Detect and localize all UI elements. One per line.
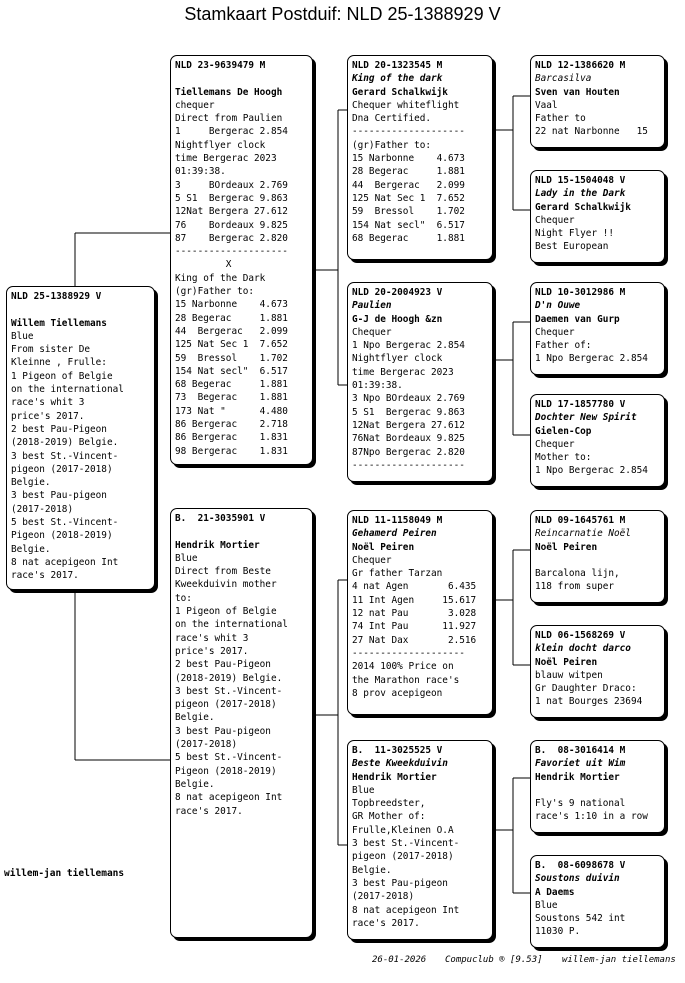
pigeon-info-line: 5 S1 Bergerac 9.863: [352, 406, 465, 418]
pigeon-info-line: Blue: [11, 330, 34, 342]
ggp-ffm-card[interactable]: [530, 170, 665, 263]
pigeon-info-line: Barcalona lijn,: [535, 568, 620, 580]
pigeon-name: Lady in the Dark: [535, 188, 626, 200]
pigeon-info-line: 76 Bordeaux 9.825: [175, 219, 288, 231]
pigeon-info-line: 28 Begerac 1.881: [352, 166, 465, 178]
ggp-fmm-card[interactable]: [530, 394, 665, 487]
pigeon-info-line: --------------------: [175, 246, 288, 258]
pigeon-info-line: 8 prov acepigeon: [352, 687, 443, 699]
pigeon-info-line: --------------------: [352, 459, 465, 471]
pigeon-info-line: Chequer: [535, 438, 575, 450]
ggp-mfm-card[interactable]: [530, 625, 665, 718]
pigeon-info-line: 4 nat Agen 6.435: [352, 581, 477, 593]
breeder-name-line: A Daems: [535, 886, 575, 898]
pigeon-info-line: Belgie.: [11, 543, 51, 555]
pigeon-info-line: 8 nat acepigeon Int: [352, 904, 460, 916]
pigeon-info-line: Direct from Paulien: [175, 113, 283, 125]
pigeon-name: klein docht darco: [535, 643, 631, 655]
pigeon-info-line: 27 Nat Dax 2.516: [352, 634, 477, 646]
pigeon-info-line: Blue: [535, 899, 558, 911]
pigeon-info-line: to:: [175, 592, 192, 604]
pigeon-info-line: Soustons 542 int: [535, 913, 626, 925]
pigeon-info-line: 98 Bergerac 1.831: [175, 445, 288, 457]
pigeon-info-line: Night Flyer !!: [535, 228, 615, 240]
pigeon-info-line: pigeon (2017-2018): [11, 463, 113, 475]
pigeon-info-line: 28 Begerac 1.881: [175, 312, 288, 324]
pigeon-info-line: Vaal: [535, 99, 558, 111]
pigeon-info-line: (2018-2019) Belgie.: [11, 437, 119, 449]
breeder-name-line: Tiellemans De Hoogh: [175, 86, 283, 98]
pigeon-info-line: X: [175, 259, 232, 271]
pigeon-info-line: 73 Begerac 1.881: [175, 392, 288, 404]
pigeon-info-line: 3 best Pau-pigeon: [352, 877, 448, 889]
breeder-name-line: Noël Peiren: [535, 541, 598, 553]
pigeon-info-line: 173 Nat " 4.480: [175, 405, 288, 417]
pigeon-info-line: race's whit 3: [175, 632, 249, 644]
pigeon-info-line: Blue: [352, 784, 375, 796]
pigeon-info-line: 22 nat Narbonne 15: [535, 126, 648, 138]
pigeon-info-line: 1 Npo Bergerac 2.854: [535, 353, 648, 365]
maternal-grandmother-card[interactable]: [347, 740, 493, 940]
pigeon-info-line: 87Npo Bergerac 2.820: [352, 446, 465, 458]
pigeon-info-line: Chequer whiteflight: [352, 99, 460, 111]
pigeon-info-line: Chequer: [352, 326, 392, 338]
pigeon-info-line: Nightflyer clock: [175, 139, 266, 151]
pigeon-info-line: 125 Nat Sec 1 7.652: [352, 192, 465, 204]
breeder-name-line: Noël Peiren: [535, 656, 598, 668]
ggp-fff-card[interactable]: [530, 55, 665, 148]
pigeon-info-line: 5 S1 Bergerac 9.863: [175, 192, 288, 204]
pigeon-info-line: (2017-2018): [175, 739, 238, 751]
ggp-fmf-card[interactable]: [530, 282, 665, 375]
pigeon-info-line: Belgie.: [11, 477, 51, 489]
pigeon-info-line: Best European: [535, 241, 609, 253]
breeder-name: willem-jan tiellemans: [4, 868, 125, 879]
pigeon-info-line: Father of:: [535, 340, 592, 352]
pigeon-info-line: price's 2017.: [175, 645, 249, 657]
pigeon-info-line: (2017-2018): [352, 891, 415, 903]
paternal-grandmother-card[interactable]: [347, 282, 493, 482]
pigeon-info-line: 3 best St.-Vincent-: [352, 838, 460, 850]
pigeon-info-line: Pigeon (2018-2019): [11, 530, 113, 542]
pigeon-info-line: race's 2017.: [175, 805, 243, 817]
paternal-grandfather-card[interactable]: [347, 55, 493, 260]
ggp-mff-card[interactable]: [530, 510, 665, 603]
pigeon-info-line: 76Nat Bordeaux 9.825: [352, 433, 465, 445]
pigeon-info-line: 8 nat acepigeon Int: [175, 792, 283, 804]
pigeon-info-line: 11030 P.: [535, 926, 581, 938]
subject-pigeon-card[interactable]: [6, 286, 155, 590]
pigeon-info-line: From sister De: [11, 344, 91, 356]
pigeon-info-line: Blue: [175, 552, 198, 564]
pigeon-info-line: blauw witpen: [535, 669, 603, 681]
pigeon-ring-number: NLD 09-1645761 M: [535, 515, 626, 526]
pigeon-info-line: 118 from super: [535, 581, 615, 593]
pigeon-info-line: on the international: [175, 619, 288, 631]
pigeon-info-line: race's 2017.: [11, 570, 79, 582]
pigeon-info-line: 74 Int Pau 11.927: [352, 621, 477, 633]
pigeon-name: Paulien: [352, 300, 392, 312]
pigeon-info-line: 3 Npo BOrdeaux 2.769: [352, 393, 465, 405]
pigeon-info-line: 59 Bressol 1.702: [175, 352, 288, 364]
pigeon-info-line: King of the Dark: [175, 272, 266, 284]
pigeon-info-line: 3 best St.-Vincent-: [175, 685, 283, 697]
pigeon-info-line: the Marathon race's: [352, 674, 460, 686]
pigeon-info-line: 68 Begerac 1.881: [175, 379, 288, 391]
pigeon-ring-number: NLD 10-3012986 M: [535, 287, 626, 298]
pigeon-info-line: time Bergerac 2023: [352, 366, 454, 378]
pigeon-info-line: 1 Pigeon of Belgie: [11, 370, 113, 382]
pigeon-info-line: 3 best St.-Vincent-: [11, 450, 119, 462]
pigeon-info-line: (2018-2019) Belgie.: [175, 672, 283, 684]
breeder-name-line: Hendrik Mortier: [535, 771, 620, 783]
pigeon-info-line: Topbreedster,: [352, 798, 426, 810]
pigeon-info-line: 1 nat Bourges 23694: [535, 696, 643, 708]
pigeon-ring-number: B. 21-3035901 V: [175, 513, 266, 524]
pigeon-ring-number: B. 08-3016414 M: [535, 745, 626, 756]
pigeon-info-line: race's 2017.: [352, 917, 420, 929]
pigeon-info-line: 125 Nat Sec 1 7.652: [175, 339, 288, 351]
breeder-name-line: Gerard Schalkwijk: [535, 201, 631, 213]
pigeon-info-line: [11, 303, 150, 316]
pigeon-info-line: race's whit 3: [11, 397, 85, 409]
pigeon-info-line: Kleinne , Frulle:: [11, 357, 107, 369]
pigeon-name: Barcasilva: [535, 73, 592, 85]
pigeon-info-line: 2 best Pau-Pigeon: [175, 659, 271, 671]
pigeon-info-line: Belgie.: [175, 712, 215, 724]
pigeon-info-line: [175, 525, 308, 538]
pigeon-info-line: 8 nat acepigeon Int: [11, 556, 119, 568]
pigeon-info-line: pigeon (2017-2018): [352, 851, 454, 863]
pigeon-info-line: 87 Bergerac 2.820: [175, 232, 288, 244]
pigeon-name: Soustons duivin: [535, 873, 620, 885]
pigeon-info-line: 1 Npo Bergerac 2.854: [535, 465, 648, 477]
pigeon-ring-number: B. 08-6098678 V: [535, 860, 626, 871]
pigeon-info-line: 01:39:38.: [352, 380, 403, 392]
pigeon-info-line: 86 Bergerac 2.718: [175, 419, 288, 431]
pigeon-info-line: Gr Daughter Draco:: [535, 683, 637, 695]
pigeon-info-line: 12 nat Pau 3.028: [352, 608, 477, 620]
pigeon-info-line: [535, 784, 660, 797]
pigeon-ring-number: NLD 15-1504048 V: [535, 175, 626, 186]
pigeon-info-line: 154 Nat secl" 6.517: [352, 219, 465, 231]
pigeon-ring-number: NLD 23-9639479 M: [175, 60, 266, 71]
pigeon-ring-number: NLD 20-1323545 M: [352, 60, 443, 71]
pigeon-info-line: 12Nat Bergera 27.612: [352, 419, 465, 431]
pigeon-info-line: Nightflyer clock: [352, 353, 443, 365]
pigeon-ring-number: NLD 12-1386620 M: [535, 60, 626, 71]
pigeon-info-line: 15 Narbonne 4.673: [352, 153, 465, 165]
pigeon-info-line: Chequer: [535, 214, 575, 226]
pigeon-info-line: 1 Bergerac 2.854: [175, 126, 288, 138]
pigeon-name: D'n Ouwe: [535, 300, 581, 312]
page-title: Stamkaart Postduif: NLD 25-1388929 V: [184, 4, 501, 24]
pigeon-name: Dochter New Spirit: [535, 412, 637, 424]
maternal-grandfather-card[interactable]: [347, 510, 493, 715]
pigeon-info-line: 154 Nat secl" 6.517: [175, 365, 288, 377]
pigeon-info-line: 59 Bressol 1.702: [352, 206, 465, 218]
pigeon-info-line: Kweekduivin mother: [175, 579, 277, 591]
footer-software: Compuclub ® [9.53]: [445, 955, 543, 965]
pigeon-ring-number: NLD 17-1857780 V: [535, 399, 626, 410]
pigeon-name: Beste Kweekduivin: [352, 758, 448, 770]
pigeon-info-line: 01:39:38.: [175, 166, 226, 178]
pigeon-info-line: 3 best Pau-pigeon: [11, 490, 107, 502]
pigeon-info-line: pigeon (2017-2018): [175, 699, 277, 711]
pigeon-info-line: GR Mother of:: [352, 811, 426, 823]
footer-user: willem-jan tiellemans: [562, 955, 676, 965]
pigeon-info-line: 44 Bergerac 2.099: [352, 179, 465, 191]
breeder-name-line: Daemen van Gurp: [535, 313, 620, 325]
ggp-mmm-card[interactable]: [530, 855, 665, 948]
pigeon-info-line: chequer: [175, 99, 215, 111]
breeder-name-line: Willem Tiellemans: [11, 317, 107, 329]
pigeon-info-line: 12Nat Bergera 27.612: [175, 206, 288, 218]
pigeon-ring-number: B. 11-3025525 V: [352, 745, 443, 756]
pigeon-name: Gehamerd Peiren: [352, 528, 437, 540]
pigeon-info-line: price's 2017.: [11, 410, 85, 422]
breeder-name-line: Noël Peiren: [352, 541, 415, 553]
breeder-name-line: Gerard Schalkwijk: [352, 86, 448, 98]
pigeon-info-line: --------------------: [352, 647, 465, 659]
breeder-name-line: Gielen-Cop: [535, 425, 592, 437]
pigeon-info-line: 5 best St.-Vincent-: [175, 752, 283, 764]
ggp-mmf-card[interactable]: [530, 740, 665, 833]
pigeon-info-line: time Bergerac 2023: [175, 153, 277, 165]
breeder-name-line: Sven van Houten: [535, 86, 620, 98]
pigeon-name: King of the dark: [352, 73, 443, 85]
pigeon-info-line: [175, 72, 308, 85]
pigeon-ring-number: NLD 20-2004923 V: [352, 287, 443, 298]
pigeon-name: Reincarnatie Noël: [535, 528, 631, 540]
pigeon-info-line: (gr)Father to:: [175, 286, 255, 298]
pigeon-info-line: 15 Narbonne 4.673: [175, 299, 288, 311]
pigeon-info-line: Father to: [535, 113, 586, 125]
pigeon-info-line: 11 Int Agen 15.617: [352, 594, 477, 606]
breeder-name-line: Hendrik Mortier: [352, 771, 437, 783]
pigeon-info-line: 5 best St.-Vincent-: [11, 517, 119, 529]
pigeon-ring-number: NLD 25-1388929 V: [11, 291, 102, 302]
pigeon-info-line: race's 1:10 in a row: [535, 811, 648, 823]
pigeon-info-line: [535, 554, 660, 567]
pigeon-info-line: 2014 100% Price on: [352, 661, 454, 673]
pigeon-info-line: Mother to:: [535, 452, 592, 464]
mother-pigeon-card[interactable]: [170, 508, 313, 938]
pigeon-info-line: --------------------: [352, 126, 465, 138]
pigeon-info-line: Frulle,Kleinen O.A: [352, 824, 454, 836]
breeder-name-line: G-J de Hoogh &zn: [352, 313, 443, 325]
pigeon-info-line: Dna Certified.: [352, 113, 432, 125]
pigeon-info-line: (2017-2018): [11, 503, 74, 515]
pigeon-name: Favoriet uit Wim: [535, 758, 626, 770]
pigeon-info-line: 44 Bergerac 2.099: [175, 325, 288, 337]
pigeon-info-line: on the international: [11, 384, 124, 396]
pigeon-info-line: Gr father Tarzan: [352, 568, 443, 580]
pigeon-info-line: 3 BOrdeaux 2.769: [175, 179, 288, 191]
pigeon-info-line: Chequer: [352, 554, 392, 566]
pigeon-info-line: 2 best Pau-Pigeon: [11, 423, 107, 435]
pigeon-info-line: Chequer: [535, 326, 575, 338]
footer-date: 26-01-2026: [372, 955, 427, 965]
pigeon-info-line: Belgie.: [352, 864, 392, 876]
pigeon-ring-number: NLD 11-1158049 M: [352, 515, 443, 526]
pigeon-info-line: Belgie.: [175, 778, 215, 790]
pigeon-info-line: Fly's 9 national: [535, 798, 626, 810]
pigeon-info-line: 68 Begerac 1.881: [352, 232, 465, 244]
pigeon-info-line: 1 Npo Bergerac 2.854: [352, 340, 465, 352]
breeder-name-line: Hendrik Mortier: [175, 539, 260, 551]
pigeon-info-line: 1 Pigeon of Belgie: [175, 606, 277, 618]
pigeon-info-line: 86 Bergerac 1.831: [175, 432, 288, 444]
pigeon-info-line: Direct from Beste: [175, 566, 271, 578]
pigeon-info-line: 3 best Pau-pigeon: [175, 725, 271, 737]
father-pigeon-card[interactable]: [170, 55, 313, 465]
pigeon-ring-number: NLD 06-1568269 V: [535, 630, 626, 641]
pigeon-info-line: (gr)Father to:: [352, 139, 432, 151]
pigeon-info-line: Pigeon (2018-2019): [175, 765, 277, 777]
